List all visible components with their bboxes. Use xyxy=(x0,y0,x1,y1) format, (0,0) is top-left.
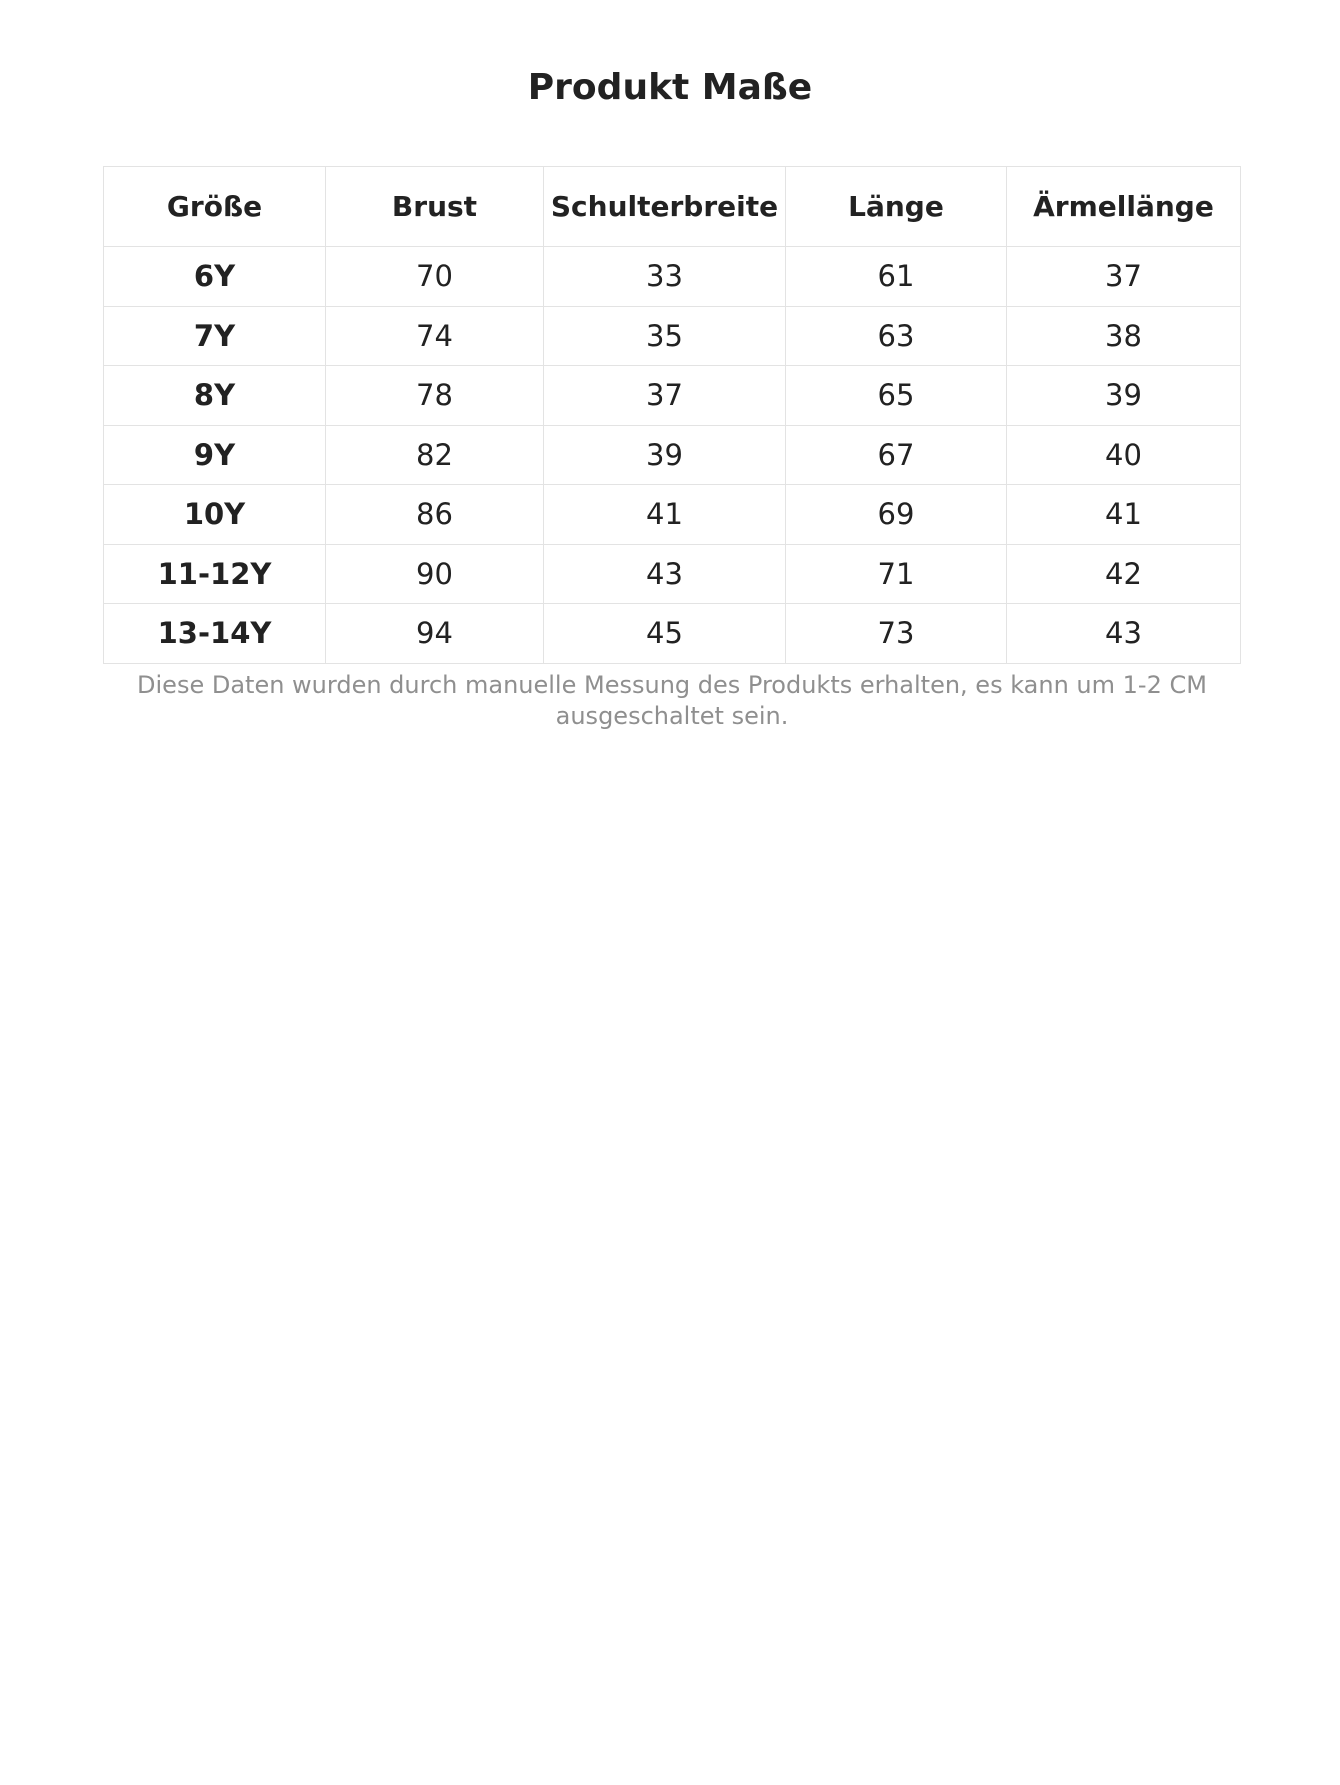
table-row xyxy=(104,485,1241,545)
chest-cell: 86 xyxy=(326,485,544,545)
shoulder-width-cell: 41 xyxy=(544,485,786,545)
chest-cell: 94 xyxy=(326,604,544,664)
column-header-length: Länge xyxy=(786,167,1007,247)
length-cell: 67 xyxy=(786,425,1007,485)
size-cell: 8Y xyxy=(104,366,326,426)
chest-cell: 78 xyxy=(326,366,544,426)
shoulder-width-cell: 33 xyxy=(544,247,786,307)
table-row xyxy=(104,604,1241,664)
table-row xyxy=(104,544,1241,604)
chest-cell: 82 xyxy=(326,425,544,485)
shoulder-width-cell: 43 xyxy=(544,544,786,604)
chest-cell: 70 xyxy=(326,247,544,307)
length-cell: 69 xyxy=(786,485,1007,545)
sleeve-length-cell: 43 xyxy=(1007,604,1241,664)
column-header-chest: Brust xyxy=(326,167,544,247)
table-row xyxy=(104,366,1241,426)
shoulder-width-cell: 37 xyxy=(544,366,786,426)
sleeve-length-cell: 42 xyxy=(1007,544,1241,604)
length-cell: 73 xyxy=(786,604,1007,664)
length-cell: 71 xyxy=(786,544,1007,604)
column-header-size: Größe xyxy=(104,167,326,247)
sleeve-length-cell: 41 xyxy=(1007,485,1241,545)
shoulder-width-cell: 35 xyxy=(544,306,786,366)
sleeve-length-cell: 40 xyxy=(1007,425,1241,485)
chest-cell: 90 xyxy=(326,544,544,604)
chest-cell: 74 xyxy=(326,306,544,366)
sleeve-length-cell: 38 xyxy=(1007,306,1241,366)
size-cell: 6Y xyxy=(104,247,326,307)
table-header xyxy=(104,167,1241,247)
size-cell: 13-14Y xyxy=(104,604,326,664)
shoulder-width-cell: 39 xyxy=(544,425,786,485)
length-cell: 63 xyxy=(786,306,1007,366)
table-row xyxy=(104,247,1241,307)
table-row xyxy=(104,425,1241,485)
size-table xyxy=(103,166,1241,664)
length-cell: 61 xyxy=(786,247,1007,307)
shoulder-width-cell: 45 xyxy=(544,604,786,664)
size-cell: 11-12Y xyxy=(104,544,326,604)
page-title: Produkt Maße xyxy=(527,67,813,108)
sleeve-length-cell: 37 xyxy=(1007,247,1241,307)
column-header-sleeve-length: Ärmellänge xyxy=(1007,167,1241,247)
header-row xyxy=(104,167,1241,247)
length-cell: 65 xyxy=(786,366,1007,426)
size-cell: 7Y xyxy=(104,306,326,366)
table-row xyxy=(104,306,1241,366)
sleeve-length-cell: 39 xyxy=(1007,366,1241,426)
table-body xyxy=(104,247,1241,664)
size-cell: 10Y xyxy=(104,485,326,545)
size-cell: 9Y xyxy=(104,425,326,485)
column-header-shoulder-width: Schulterbreite xyxy=(544,167,786,247)
measurement-note: Diese Daten wurden durch manuelle Messung des Produkts erhalten, es kann um 1-2 CM ausgeschaltet sein. xyxy=(137,671,1207,730)
